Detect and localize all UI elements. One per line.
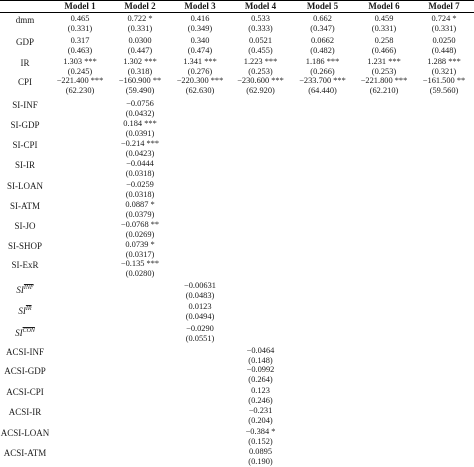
std-error-cell: (0.0280)	[125, 269, 155, 278]
row-label-si-con	[0, 326, 50, 339]
std-error-cell: (0.455)	[248, 46, 273, 55]
coefficient-cell: −0.214 ***	[120, 139, 160, 148]
std-error-cell: (59.560)	[429, 86, 459, 95]
std-error-cell: (0.331)	[371, 24, 397, 33]
row-label-acsi-atm	[0, 448, 50, 459]
row-label-text: CPI	[17, 77, 32, 87]
row-label-text: SI-CPI	[12, 140, 38, 150]
std-error-cell: (0.463)	[67, 46, 93, 55]
row-label-text: SI-ExR	[11, 260, 39, 270]
std-error-cell: (0.190)	[248, 457, 273, 466]
std-error-cell: (0.318)	[127, 67, 153, 76]
row-label-text: SI	[16, 285, 24, 295]
std-error-cell: (0.0423)	[125, 149, 155, 158]
row-label-superscript: IR	[25, 306, 32, 312]
std-error-cell: (0.0317)	[125, 250, 155, 259]
row-label-si-loan	[0, 181, 50, 192]
coefficient-cell: 0.0521	[248, 36, 273, 45]
std-error-cell: (0.0391)	[125, 129, 155, 138]
coefficient-cell: −230.600 ***	[237, 76, 284, 85]
std-error-cell: (0.253)	[371, 67, 397, 76]
std-error-cell: (0.331)	[127, 24, 153, 33]
coefficient-cell: 0.0123	[188, 302, 212, 311]
row-label-text: ACSI-ATM	[3, 448, 47, 458]
coefficient-cell: 0.722 *	[127, 14, 153, 23]
coefficient-cell: 1.186 ***	[305, 57, 340, 66]
std-error-cell: (0.474)	[187, 46, 213, 55]
column-header-model-1: Model 1	[64, 1, 96, 11]
row-label-acsi-cpi	[0, 387, 50, 398]
std-error-cell: (0.331)	[67, 24, 93, 33]
row-label-text: SI	[18, 306, 26, 316]
row-label-text: ACSI-GDP	[4, 366, 46, 376]
std-error-cell: (0.0432)	[125, 109, 155, 118]
coefficient-cell: −0.0444	[126, 159, 154, 168]
coefficient-cell: 0.184 ***	[123, 119, 157, 128]
coefficient-cell: 0.724 *	[431, 14, 457, 23]
row-label-text: SI-INF	[12, 100, 38, 110]
row-label-text: ACSI-INF	[5, 347, 44, 357]
coefficient-cell: 1.302 ***	[123, 57, 157, 66]
row-label-text: SI-IR	[15, 160, 35, 170]
row-label-acsi-inf	[0, 347, 50, 358]
row-label-text: SI-GDP	[10, 120, 40, 130]
coefficient-cell: −0.00631	[184, 281, 216, 290]
row-label-text: IR	[20, 58, 30, 68]
coefficient-cell: 1.341 ***	[183, 57, 217, 66]
column-header-model-7: Model 7	[428, 1, 460, 11]
std-error-cell: (0.333)	[248, 24, 273, 33]
row-label-si-inf	[0, 283, 50, 296]
std-error-cell: (64.440)	[308, 86, 337, 95]
row-label-text: GDP	[15, 37, 34, 47]
std-error-cell: (62.230)	[65, 86, 95, 95]
row-label-superscript: INF	[23, 285, 34, 291]
coefficient-cell: 1.303 ***	[63, 57, 97, 66]
coefficient-cell: 0.0739 *	[125, 240, 155, 249]
coefficient-cell: 0.258	[374, 36, 394, 45]
coefficient-cell: 0.123	[251, 386, 270, 395]
coefficient-cell: 0.416	[190, 14, 210, 23]
row-label-superscript: CON	[22, 328, 35, 334]
row-label-si-atm	[0, 201, 50, 212]
coefficient-cell: 0.340	[190, 36, 210, 45]
column-header-model-5: Model 5	[306, 1, 339, 11]
row-label-gdp	[0, 37, 50, 48]
std-error-cell: (0.482)	[310, 46, 335, 55]
std-error-cell: (59.490)	[125, 86, 155, 95]
std-error-cell: (0.245)	[67, 67, 93, 76]
row-label-text: SI	[15, 328, 23, 338]
std-error-cell: (0.321)	[431, 67, 457, 76]
std-error-cell: (0.447)	[127, 46, 153, 55]
coefficient-cell: 0.0887 *	[125, 200, 155, 209]
std-error-cell: (62.630)	[185, 86, 215, 95]
coefficient-cell: 0.662	[313, 14, 332, 23]
column-header-model-3: Model 3	[184, 1, 216, 11]
std-error-cell: (0.264)	[248, 375, 273, 384]
row-label-cpi	[0, 77, 50, 88]
row-label-text: SI-ATM	[9, 201, 40, 211]
std-error-cell: (0.0483)	[185, 291, 215, 300]
row-label-text: SI-JO	[14, 221, 36, 231]
coefficient-cell: 1.223 ***	[243, 57, 278, 66]
coefficient-cell: −0.135 ***	[120, 259, 160, 268]
coefficient-cell: 0.459	[374, 14, 394, 23]
row-label-si-shop	[0, 241, 50, 252]
coefficient-cell: −221.800 ***	[360, 76, 408, 85]
std-error-cell: (0.276)	[187, 67, 213, 76]
std-error-cell: (0.331)	[431, 24, 457, 33]
std-error-cell: (0.0318)	[125, 190, 155, 199]
row-label-si-ir	[0, 160, 50, 171]
row-label-text: SI-LOAN	[7, 181, 43, 191]
std-error-cell: (0.152)	[248, 437, 273, 446]
column-header-model-6: Model 6	[368, 1, 400, 11]
std-error-cell: (0.466)	[371, 46, 397, 55]
row-label-si-cpi	[0, 140, 50, 151]
coefficient-cell: −161.500 **	[422, 76, 466, 85]
std-error-cell: (0.0379)	[125, 210, 155, 219]
std-error-cell: (0.349)	[187, 24, 213, 33]
row-label-acsi-loan	[0, 428, 50, 439]
row-label-dmm	[0, 15, 50, 26]
std-error-cell: (0.0318)	[125, 169, 155, 178]
row-label-acsi-gdp	[0, 366, 50, 377]
coefficient-cell: −0.0259	[126, 180, 154, 189]
std-error-cell: (0.266)	[310, 67, 335, 76]
row-label-si-inf	[0, 100, 50, 111]
coefficient-cell: 0.0662	[310, 36, 335, 45]
std-error-cell: (0.347)	[310, 24, 335, 33]
row-label-text: ACSI-IR	[8, 407, 42, 417]
std-error-cell: (0.0269)	[125, 230, 155, 239]
row-label-ir	[0, 58, 50, 69]
coefficient-cell: 1.231 ***	[367, 57, 401, 66]
std-error-cell: (0.148)	[248, 356, 273, 365]
coefficient-cell: −0.0756	[126, 99, 154, 108]
coefficient-cell: 0.317	[70, 36, 90, 45]
row-label-si-gdp	[0, 120, 50, 131]
coefficient-cell: −160.900 **	[118, 76, 162, 85]
coefficient-cell: 0.533	[251, 14, 270, 23]
column-header-model-4: Model 4	[244, 1, 277, 11]
coefficient-cell: −221.400 ***	[56, 76, 104, 85]
row-label-text: ACSI-CPI	[6, 387, 44, 397]
std-error-cell: (62.210)	[369, 86, 399, 95]
row-label-si-ir	[0, 304, 50, 317]
coefficient-cell: 0.0300	[128, 36, 152, 45]
row-label-si-exr	[0, 260, 50, 271]
coefficient-cell: −233.700 ***	[299, 76, 346, 85]
coefficient-cell: −0.0768 **	[120, 220, 160, 229]
coefficient-cell: 0.0250	[432, 36, 456, 45]
coefficient-cell: 1.288 ***	[427, 57, 461, 66]
coefficient-cell: −0.0290	[186, 324, 214, 333]
coefficient-cell: −0.231	[248, 406, 273, 415]
column-header-model-2: Model 2	[124, 1, 156, 11]
std-error-cell: (0.0551)	[185, 334, 215, 343]
row-label-text: ACSI-LOAN	[0, 428, 50, 438]
coefficient-cell: 0.465	[70, 14, 90, 23]
row-label-acsi-ir	[0, 407, 50, 418]
std-error-cell: (0.448)	[431, 46, 457, 55]
row-label-text: dmm	[15, 15, 35, 25]
std-error-cell: (62.920)	[246, 86, 275, 95]
header-rule	[0, 12, 474, 13]
std-error-cell: (0.246)	[248, 396, 273, 405]
coefficient-cell: −220.300 ***	[176, 76, 224, 85]
coefficient-cell: 0.0895	[248, 447, 273, 456]
row-label-si-jo	[0, 221, 50, 232]
coefficient-cell: −0.0992	[246, 365, 275, 374]
row-label-text: SI-SHOP	[7, 241, 42, 251]
std-error-cell: (0.204)	[248, 416, 273, 425]
std-error-cell: (0.253)	[248, 67, 273, 76]
coefficient-cell: −0.384 *	[245, 427, 276, 436]
std-error-cell: (0.0494)	[185, 312, 215, 321]
coefficient-cell: −0.0464	[246, 346, 275, 355]
